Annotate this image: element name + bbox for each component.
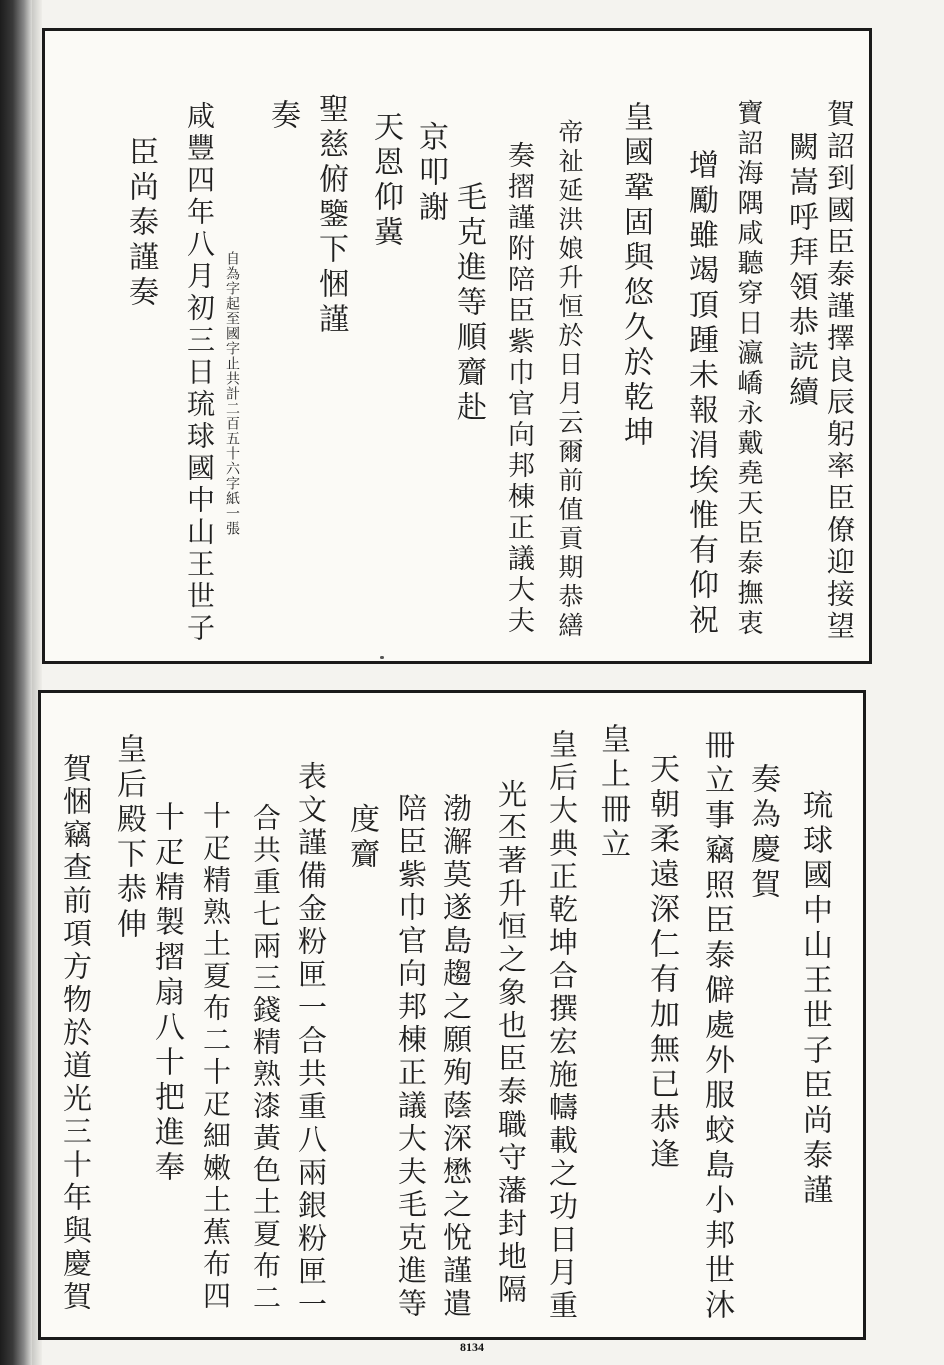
text-column: 陪臣紫巾官向邦棟正議大夫毛克進等 bbox=[394, 793, 428, 1321]
text-column: 冊立事竊照臣泰僻處外服蛟島小邦世沐 bbox=[699, 729, 734, 1324]
text-column: 毛克進等順齎赴 bbox=[451, 181, 486, 426]
text-column: 十疋精製摺扇八十把進奉 bbox=[149, 801, 184, 1186]
text-column: 咸豐四年八月初三日琉球國中山王世子 bbox=[183, 101, 216, 645]
text-column: 合共重七兩三錢精熟漆黃色土夏布二 bbox=[249, 803, 282, 1315]
text-column: 表文謹備金粉匣一合共重八兩銀粉匣一 bbox=[294, 761, 328, 1322]
text-column: 奏為慶賀 bbox=[745, 763, 780, 903]
text-column: 寶詔海隅咸聽穿日瀛嶠永戴堯天臣泰撫衷 bbox=[733, 99, 763, 639]
text-column: 賀悃竊查前項方物於道光三十年與慶賀 bbox=[59, 753, 93, 1314]
text-column: 奏 bbox=[265, 99, 300, 134]
text-column: 帝祉延洪娘升恒於日月云爾前值貢期恭繕 bbox=[555, 119, 584, 641]
text-column: 增勵雖竭頂踵未報涓埃惟有仰祝 bbox=[683, 149, 718, 639]
text-column: 皇后殿下恭伸 bbox=[111, 733, 146, 943]
text-column: 十疋精熟土夏布二十疋細嫩土蕉布四 bbox=[199, 801, 232, 1313]
text-column: 皇后大典正乾坤合撰宏施幬載之功日月重 bbox=[545, 729, 579, 1323]
text-column: 皇國鞏固與悠久於乾坤 bbox=[618, 101, 653, 451]
text-column: 皇上冊立 bbox=[595, 723, 630, 863]
text-column: 光丕著升恒之象也臣泰職守藩封地隔 bbox=[494, 779, 528, 1307]
text-column: 賀詔到國臣泰謹擇良辰躬率臣僚迎接望 bbox=[823, 99, 856, 643]
text-column: 天恩仰冀 bbox=[368, 111, 403, 251]
page-number: 8134 bbox=[460, 1340, 484, 1354]
text-column: 琉球國中山王世子臣尚泰謹 bbox=[797, 789, 832, 1209]
memorial-panel-bottom bbox=[38, 690, 866, 1340]
text-column: 度齎 bbox=[344, 803, 379, 873]
text-column: 奏摺謹附陪臣紫巾官向邦棟正議大夫 bbox=[503, 141, 534, 637]
book-binding-shadow bbox=[0, 0, 32, 1365]
ink-speck bbox=[380, 656, 384, 659]
memorial-panel-top bbox=[42, 28, 872, 664]
text-column: 聖慈俯鑒下悃謹 bbox=[313, 93, 348, 338]
text-column: 渤澥莫遂島趨之願殉蔭深懋之悅謹遣 bbox=[439, 793, 473, 1321]
text-column: 京叩謝 bbox=[413, 121, 448, 226]
character-count-note: 自為字起至國字止共計二百五十六字紙一張 bbox=[224, 251, 240, 536]
text-column: 天朝柔遠深仁有加無已恭逢 bbox=[644, 753, 679, 1173]
text-column: 闕嵩呼拜領恭読續 bbox=[783, 131, 818, 411]
text-column: 臣尚泰謹奏 bbox=[123, 136, 158, 311]
